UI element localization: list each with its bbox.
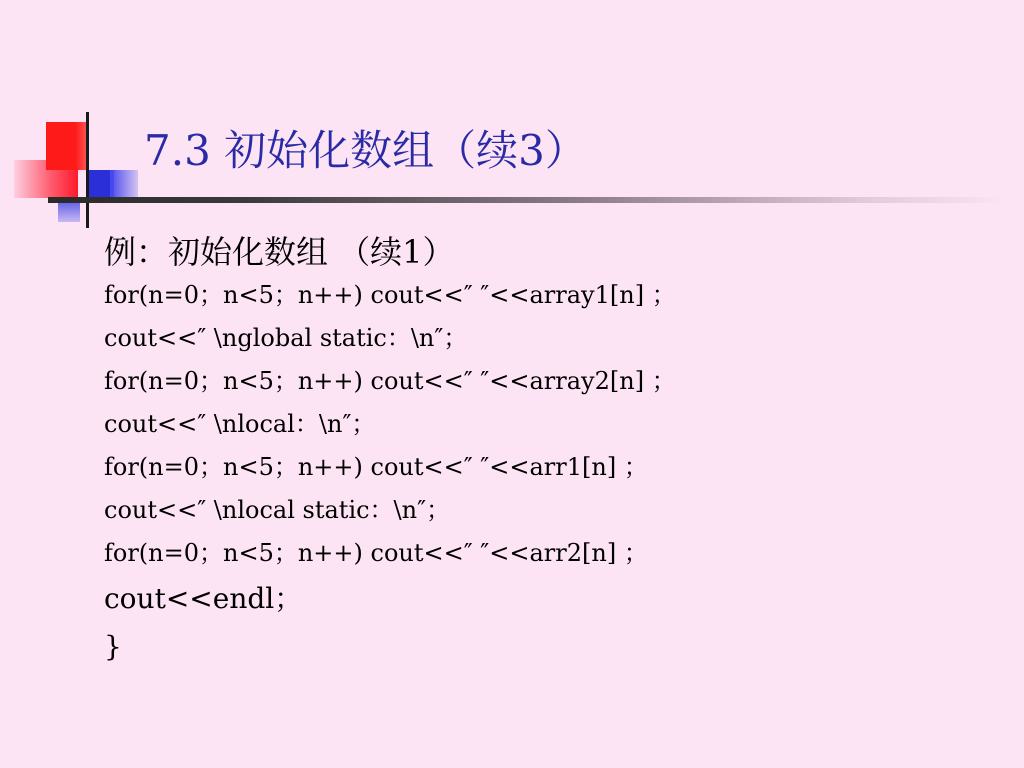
code-line: for(n=0；n<5；n++) cout<<″ ″<<arr1[n] ； [104,453,648,481]
code-line: for(n=0；n<5；n++) cout<<″ ″<<array1[n] ； [104,281,676,309]
closing-brace: } [104,630,122,663]
slide-title: 7.3 初始化数组（续3） [144,126,587,175]
title-underline [48,197,1008,203]
example-heading: 例：初始化数组 （续1） [104,233,455,271]
slide-content [104,230,676,671]
code-line-endl: cout<<endl； [104,582,303,615]
code-line: for(n=0；n<5；n++) cout<<″ ″<<arr2[n] ； [104,539,648,567]
code-line: cout<<″ \nlocal static：\n″； [104,496,451,524]
decorative-vertical-line [86,112,89,228]
code-line: cout<<″ \nglobal static：\n″； [104,324,468,352]
code-line: cout<<″ \nlocal：\n″； [104,410,376,438]
decorative-blue-fade-block [110,170,138,198]
decorative-red-block [46,122,88,170]
code-line: for(n=0；n<5；n++) cout<<″ ″<<array2[n] ； [104,367,676,395]
code-block [104,274,676,671]
